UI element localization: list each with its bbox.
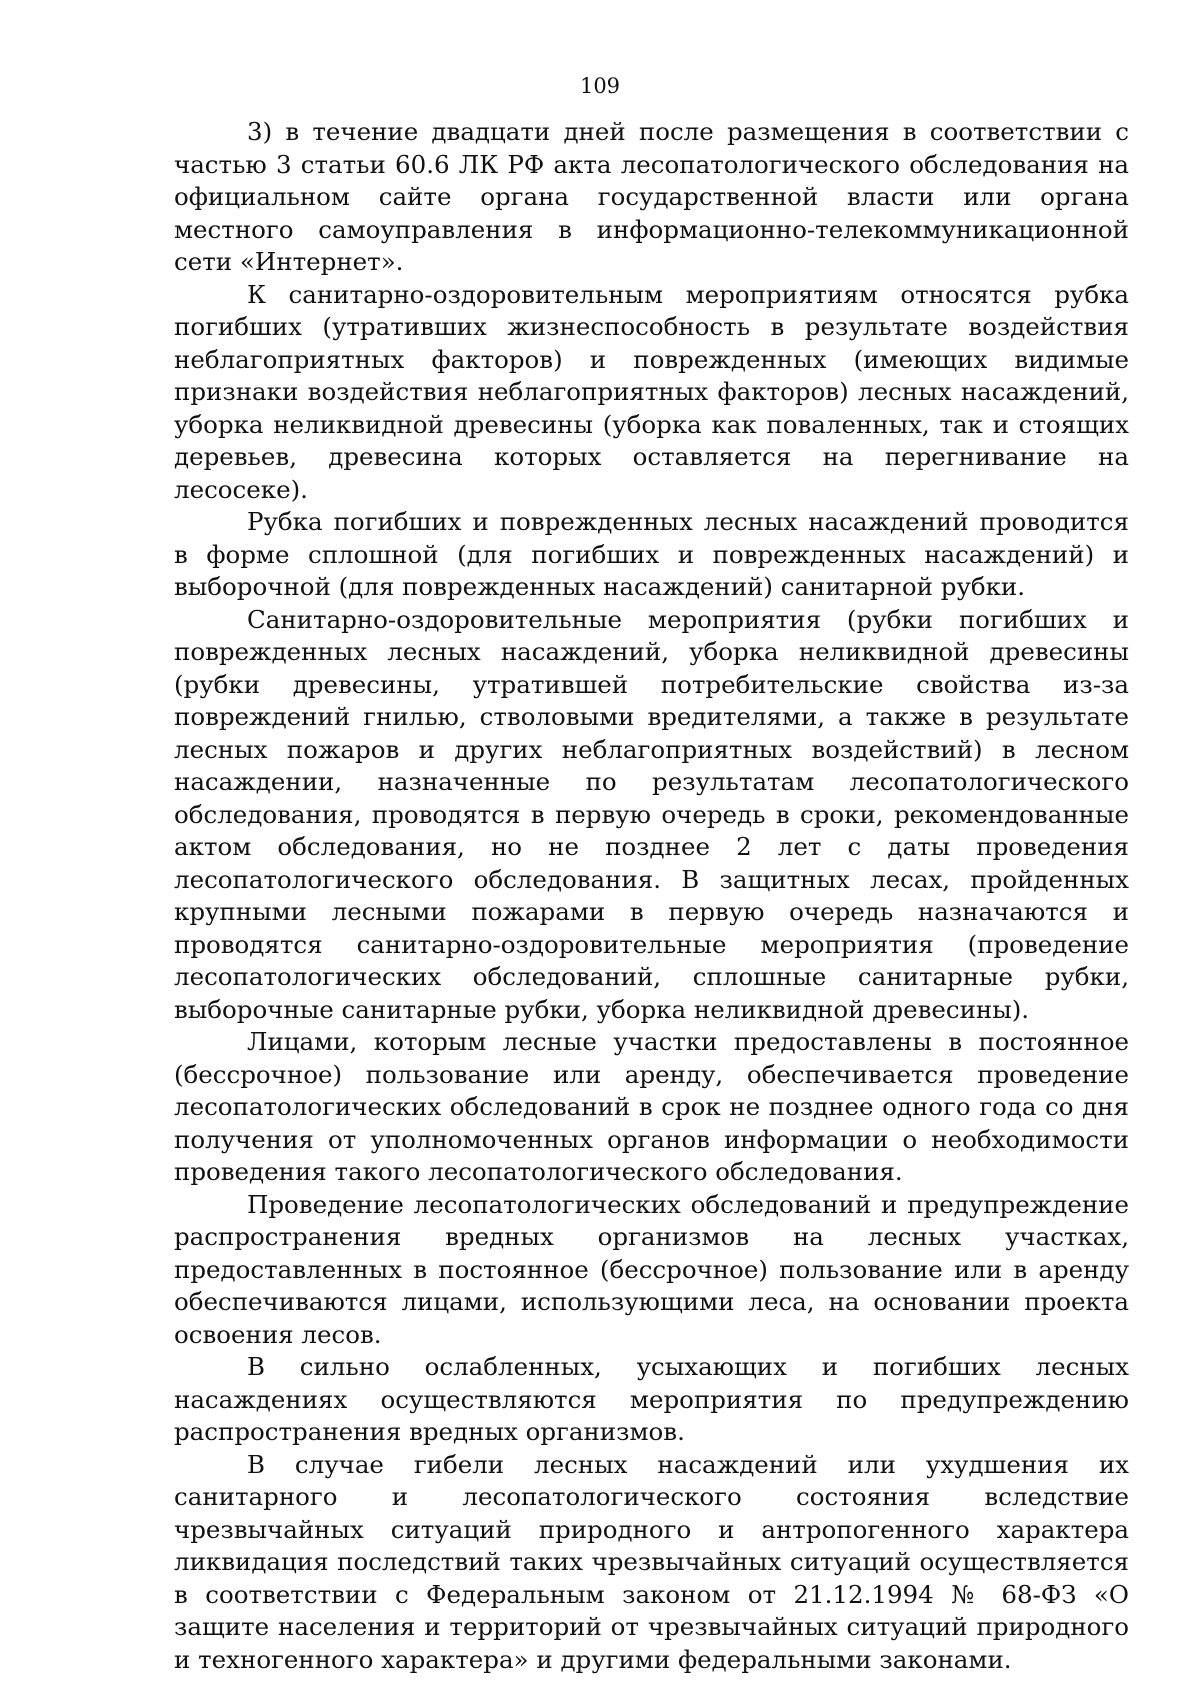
paragraph-sanitary-measures: К санитарно-оздоровительным мероприятиям относятся рубка погибших (утративших жизнеспособность в результате воздействия неблагоприятных факторов) и поврежденных (имеющих видимые признаки воздействия неблагоприятных факторов) лесных насаждений, уборка неликвидной древесины (уборка как поваленных, так и стоящих деревьев, древесина которых оставляется на перегнивание на лесосеке). xyxy=(174,279,1129,504)
paragraph-lessee-obligations: Лицами, которым лесные участки предоставлены в постоянное (бессрочное) пользование или аренду, обеспечивается проведение лесопатологических обследований в срок не позднее одного года со дня получения от уполномоченных органов информации о необходимости проведения такого лесопатологического обследования. xyxy=(174,1027,1129,1186)
paragraph-item-3-deadline: 3) в течение двадцати дней после размещения в соответствии с частью 3 статьи 60.6 ЛК РФ акта лесопатологического обследования на официальном сайте органа государственной власти или органа местного самоуправления в информационно-телекоммуникационной сети «Интернет». xyxy=(174,117,1129,276)
paragraph-pest-prevention: Проведение лесопатологических обследований и предупреждение распространения вредных организмов на лесных участках, предоставленных в постоянное (бессрочное) пользование или в аренду обеспечиваются лицами, использующими леса, на основании проекта освоения лесов. xyxy=(174,1189,1129,1349)
paragraph-emergency-situations: В случае гибели лесных насаждений или ухудшения их санитарного и лесопатологического состояния вследствие чрезвычайных ситуаций природного и антропогенного характера ликвидация последствий таких чрезвычайных ситуаций осуществляется в соответствии с Федеральным законом от 21.12.1994 № 68-ФЗ «О защите населения и территорий от чрезвычайных ситуаций природного и техногенного характера» и другими федеральными законами. xyxy=(174,1449,1129,1674)
paragraph-felling-form: Рубка погибших и поврежденных лесных насаждений проводится в форме сплошной (для погибших и поврежденных насаждений) и выборочной (для поврежденных насаждений) санитарной рубки. xyxy=(174,507,1129,601)
document-body xyxy=(174,116,1129,1676)
page-number: 109 xyxy=(579,74,621,98)
paragraph-weakened-stands: В сильно ослабленных, усыхающих и погибших лесных насаждениях осуществляются мероприятия по предупреждению распространения вредных организмов. xyxy=(174,1352,1129,1446)
paragraph-measures-timing: Санитарно-оздоровительные мероприятия (рубки погибших и поврежденных лесных насаждений, уборка неликвидной древесины (рубки древесины, утратившей потребительские свойства из-за повреждений гнилью, стволовыми вредителями, а также в результате лесных пожаров и других неблагоприятных воздействий) в лесном насаждении, назначенные по результатам лесопатологического обследования, проводятся в первую очередь в сроки, рекомендованные актом обследования, но не позднее 2 лет с даты проведения лесопатологического обследования. В защитных лесах, пройденных крупными лесными пожарами в первую очередь назначаются и проводятся санитарно-оздоровительные мероприятия (проведение лесопатологических обследований, сплошные санитарные рубки, выборочные санитарные рубки, уборка неликвидной древесины). xyxy=(174,604,1129,1024)
